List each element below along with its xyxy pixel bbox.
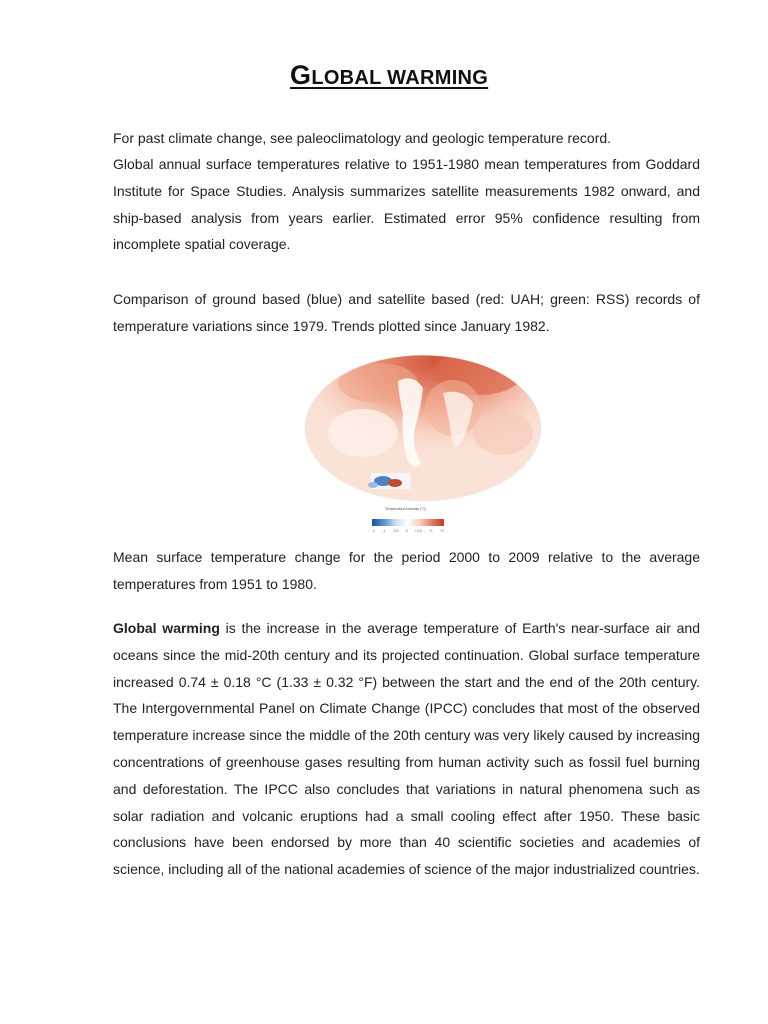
main-paragraph-text: is the increase in the average temperature of Earth's near-surface air and oceans since the mid-20th century and its projected continuation. Global surface temperature increased 0.74 ± 0.18 °C (1.33 ± 0.32 °F) between the start and the end of the 20th century. The Intergovernmental Panel on Climate Change (IPCC) concludes that most of the observed temperature increase since the middle of the 20th century was very likely caused by increasing concentrations of greenhouse gases resulting from human activity such as fossil fuel burning and deforestation. The IPCC also concludes that variations in natural phenomena such as solar radiation and volcanic eruptions had a small cooling effect after 1950. These basic conclusions have been endorsed by more than 40 scientific societies and academies of science, including all of the national academies of science of the major industrialized countries. — [113, 620, 701, 878]
main-paragraph — [113, 615, 700, 883]
gistemp-description-paragraph: Global annual surface temperatures relative to 1951-1980 mean temperatures from Goddard Institute for Space Studies. Analysis summarizes satellite measurements 1982 onward, and ship-based analysis from years earlier. Estimated error 95% confidence resulting from incomplete spatial coverage. — [113, 156, 700, 253]
legend-tick: +0.5 — [414, 529, 422, 533]
title-initial: G — [290, 60, 312, 90]
legend-label: Temperature Anomaly (°C) — [385, 507, 427, 511]
world-anomaly-map-image — [303, 353, 543, 503]
legend-tick: -0.5 — [392, 529, 399, 533]
legend-tick: +1 — [428, 529, 433, 533]
legend-ticks — [372, 529, 444, 533]
paleoclimate-reference-paragraph: For past climate change, see paleoclimatology and geologic temperature record. — [113, 130, 612, 146]
page-title — [290, 60, 488, 91]
legend-color-scale — [372, 519, 444, 526]
legend-tick: +2 — [440, 529, 444, 533]
figure-caption: Mean surface temperature change for the period 2000 to 2009 relative to the average temperatures from 1951 to 1980. — [113, 549, 700, 592]
legend-tick: 0 — [405, 529, 408, 533]
legend-tick: -1 — [382, 529, 386, 533]
legend-tick: -2 — [372, 529, 376, 533]
temperature-anomaly-map-figure — [303, 353, 543, 541]
comparison-paragraph: Comparison of ground based (blue) and satellite based (red: UAH; green: RSS) records of temperature variations since 1979. Trends plotted since January 1982. — [113, 291, 700, 334]
title-rest: LOBAL WARMING — [311, 67, 489, 89]
defined-term: Global warming — [113, 620, 220, 636]
